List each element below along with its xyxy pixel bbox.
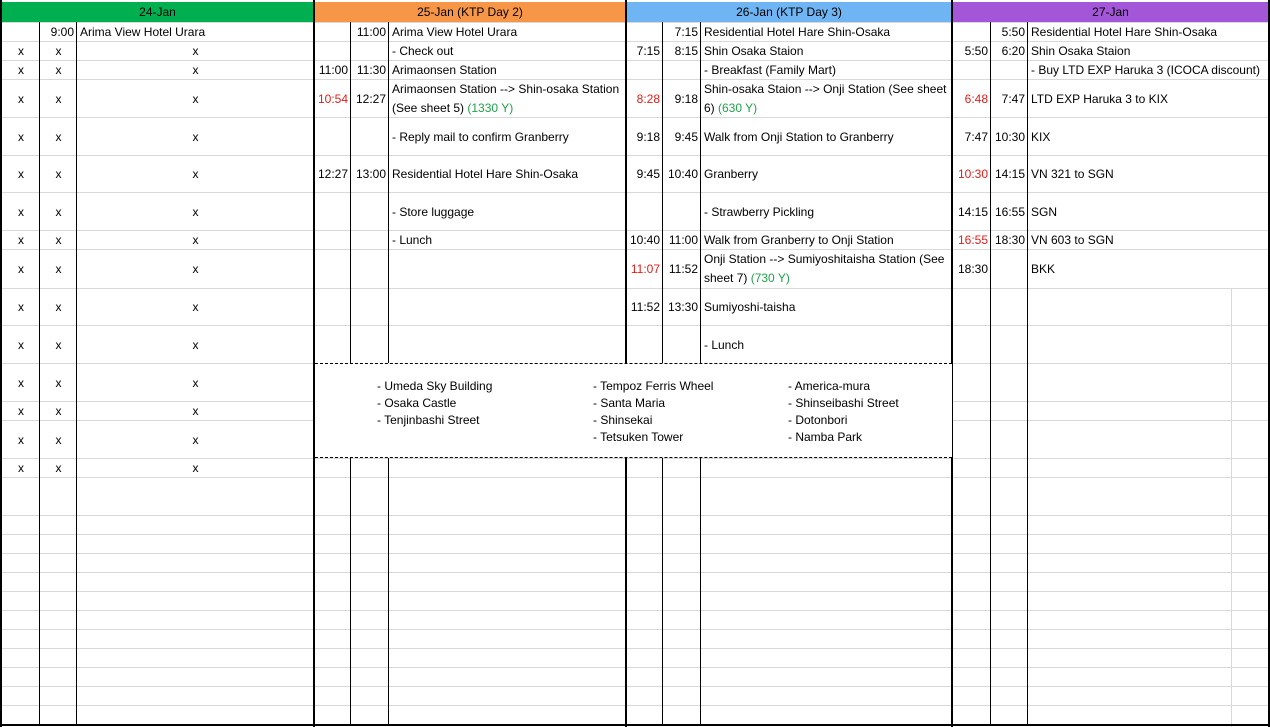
placeholder-mark[interactable]: x [41,156,76,192]
placeholder-mark[interactable]: x [78,250,313,288]
start-time-cell[interactable]: 9:45 [628,156,662,192]
activity-cell[interactable]: - Store luggage [390,193,625,230]
activity-cell[interactable]: Arimaonsen Station [390,61,625,79]
placeholder-mark[interactable]: x [3,118,39,155]
placeholder-mark[interactable]: x [78,80,313,117]
row-gridline [0,610,1270,611]
start-time-cell[interactable]: 10:30 [954,156,990,192]
end-time-cell[interactable]: 9:18 [664,80,700,117]
start-time-cell[interactable]: 6:48 [954,80,990,117]
start-time-cell[interactable] [316,23,350,41]
placeholder-mark[interactable]: x [3,80,39,117]
end-time-cell[interactable] [352,42,388,60]
start-time-cell[interactable]: 11:00 [316,61,350,79]
time-column-border [39,22,40,725]
activity-cell[interactable]: - Lunch [702,326,951,363]
end-time-cell[interactable]: 9:45 [664,118,700,155]
placeholder-mark[interactable]: x [3,61,39,79]
places-column-namba [788,378,899,446]
placeholder-mark[interactable]: x [3,193,39,230]
place-item: - Tenjinbashi Street [377,413,480,427]
activity-cell[interactable]: KIX [1029,118,1268,155]
start-time-cell[interactable] [628,23,662,41]
place-item: - Tetsuken Tower [593,430,684,444]
row-gridline [0,667,1270,668]
placeholder-mark[interactable]: x [3,364,39,401]
activity-cell[interactable]: Granberry [702,156,951,192]
placeholder-mark[interactable]: x [78,42,313,60]
end-time-cell[interactable]: 10:30 [992,118,1027,155]
activity-text: Arimaonsen Station --> Shin-osaka Station (See sheet 5) [392,81,620,115]
activity-cell[interactable]: Sumiyoshi-taisha [702,289,951,325]
activity-cell[interactable] [702,80,951,117]
end-time-cell[interactable] [664,193,700,230]
end-time-cell[interactable]: 11:52 [664,250,700,288]
start-time-cell[interactable]: 5:50 [954,42,990,60]
activity-cell[interactable]: - Buy LTD EXP Haruka 3 (ICOCA discount) [1029,61,1268,79]
end-time-cell[interactable]: 8:15 [664,42,700,60]
activity-cell[interactable]: Residential Hotel Hare Shin-Osaka [1029,23,1268,41]
activity-cell[interactable]: Shin Osaka Staion [1029,42,1268,60]
end-time-cell[interactable]: 11:00 [352,23,388,41]
end-time-cell[interactable]: 5:50 [992,23,1027,41]
row-gridline [0,477,1270,478]
activity-cell[interactable] [702,250,951,288]
placeholder-mark[interactable]: x [3,42,39,60]
activity-cell[interactable]: - Strawberry Pickling [702,193,951,230]
start-time-cell[interactable] [954,23,990,41]
activity-cell[interactable]: Residential Hotel Hare Shin-Osaka [390,156,625,192]
activity-cell[interactable]: Arima View Hotel Urara [390,23,625,41]
end-time-cell[interactable]: 14:15 [992,156,1027,192]
time-column-border [990,22,991,725]
placeholder-mark[interactable]: x [78,421,313,458]
day-border [0,0,2,727]
placeholder-mark[interactable]: x [3,402,39,420]
start-time-cell[interactable] [954,61,990,79]
start-time-cell[interactable]: 10:40 [629,233,660,247]
row-gridline [0,648,1270,649]
place-item: - Osaka Castle [377,396,457,410]
start-time-cell[interactable]: 18:30 [954,250,990,288]
placeholder-mark[interactable]: x [41,250,76,288]
placeholder-mark[interactable]: x [3,326,39,363]
activity-cell[interactable] [390,80,625,117]
start-time-cell[interactable] [316,231,350,249]
start-time-cell[interactable]: 14:15 [954,193,990,230]
placeholder-mark[interactable]: x [41,61,76,79]
end-time-cell[interactable]: 13:00 [352,156,388,192]
row-gridline [0,629,1270,630]
end-time-cell[interactable]: 13:30 [664,289,700,325]
placeholder-mark[interactable]: x [3,250,39,288]
activity-cell[interactable]: Walk from Onji Station to Granberry [702,118,951,155]
activity-text: Shin-osaka Staion --> Onji Station (See sheet 6) [704,81,947,115]
fare-price: (1330 Y) [467,100,514,115]
placeholder-mark[interactable]: x [41,118,76,155]
time-cell[interactable]: 9:00 [41,23,76,41]
time-column-border [1027,22,1028,725]
places-column-north [377,378,492,429]
placeholder-mark[interactable]: x [78,364,313,401]
placeholder-mark[interactable]: x [41,459,76,477]
placeholder-mark[interactable]: x [78,402,313,420]
place-item: - America-mura [788,379,871,393]
start-time-cell[interactable]: 11:07 [628,250,662,288]
placeholder-mark[interactable]: x [41,42,76,60]
placeholder-mark[interactable]: x [41,231,76,249]
activity-cell[interactable]: - Lunch [390,231,625,249]
activity-cell[interactable]: - Check out [390,42,625,60]
placeholder-mark[interactable]: x [78,289,313,325]
placeholder-mark[interactable]: x [78,61,313,79]
osaka-places-note [315,363,952,458]
row-gridline [0,591,1270,592]
start-time-cell[interactable] [316,118,350,155]
start-time-cell[interactable]: 12:27 [316,156,350,192]
activity-cell[interactable]: VN 321 to SGN [1029,156,1268,192]
start-time-cell[interactable] [316,193,350,230]
start-time-cell[interactable]: 11:52 [628,289,662,325]
end-time-cell[interactable] [664,326,700,363]
end-time-cell[interactable]: 18:30 [992,231,1027,249]
placeholder-mark[interactable]: x [41,421,76,458]
row-gridline [0,572,1270,573]
end-time-cell[interactable]: 7:47 [992,80,1027,117]
day-header[interactable]: 26-Jan (KTP Day 3) [627,2,951,22]
place-item: - Shinseibashi Street [788,396,899,410]
placeholder-mark[interactable]: x [78,156,313,192]
fare-price: (630 Y) [718,100,758,115]
placeholder-mark[interactable]: x [78,193,313,230]
placeholder-mark[interactable]: x [78,459,313,477]
day-header[interactable]: 27-Jan [953,2,1268,22]
sheet-bottom-border [0,724,1270,726]
activity-cell[interactable]: LTD EXP Haruka 3 to KIX [1029,80,1268,117]
end-time-cell[interactable] [992,61,1027,79]
placeholder-mark[interactable]: x [3,459,39,477]
day-header[interactable]: 25-Jan (KTP Day 2) [315,2,625,22]
places-column-south [593,378,713,446]
start-time-cell[interactable]: 8:28 [628,80,662,117]
end-time-cell[interactable]: 12:27 [352,80,388,117]
start-time-cell[interactable] [628,326,662,363]
start-time-cell[interactable] [316,42,350,60]
activity-cell[interactable]: Shin Osaka Staion [702,42,951,60]
end-time-cell[interactable]: 11:30 [352,61,388,79]
place-item: - Shinsekai [593,413,653,427]
start-time-cell[interactable]: 7:15 [628,42,662,60]
placeholder-mark[interactable]: x [41,364,76,401]
place-item: - Dotonbori [788,413,848,427]
start-time-cell[interactable] [628,61,662,79]
activity-cell[interactable]: - Breakfast (Family Mart) [702,61,951,79]
place-item: - Tempoz Ferris Wheel [593,379,714,393]
end-time-cell[interactable]: 16:55 [992,193,1027,230]
end-time-cell[interactable]: 10:40 [664,156,700,192]
row-gridline [0,515,1270,516]
place-item: - Namba Park [788,430,863,444]
placeholder-mark[interactable]: x [41,289,76,325]
start-time-cell[interactable] [628,193,662,230]
end-time-cell[interactable]: 11:00 [664,231,700,249]
activity-cell[interactable]: SGN [1029,193,1268,230]
activity-text: Onji Station --> Sumiyoshitaisha Station (See sheet 7) [704,252,945,285]
activity-cell[interactable]: Arima View Hotel Urara [78,23,313,41]
placeholder-mark[interactable]: x [78,231,313,249]
placeholder-mark[interactable]: x [41,193,76,230]
start-time-cell[interactable]: 9:18 [628,118,662,155]
placeholder-mark[interactable]: x [41,326,76,363]
row-gridline [0,686,1270,687]
start-time-cell[interactable]: 7:47 [954,118,990,155]
end-time-cell[interactable] [664,61,700,79]
end-time-cell[interactable]: 6:20 [992,42,1027,60]
activity-cell[interactable]: Walk from Granberry to Onji Station [702,231,951,249]
activity-cell[interactable]: Residential Hotel Hare Shin-Osaka [702,23,951,41]
placeholder-mark[interactable]: x [41,402,76,420]
placeholder-mark[interactable]: x [3,156,39,192]
row-gridline [0,705,1270,706]
row-gridline [0,534,1270,535]
time-column-border [76,22,77,725]
start-time-cell[interactable]: 16:55 [954,231,990,249]
placeholder-mark[interactable]: x [3,421,39,458]
end-time-cell[interactable] [992,250,1027,288]
placeholder-mark[interactable]: x [41,80,76,117]
activity-cell[interactable]: BKK [1029,250,1268,288]
start-time-cell[interactable]: 10:54 [316,80,350,117]
place-item: - Santa Maria [593,396,666,410]
end-time-cell[interactable] [352,118,388,155]
fare-price: (730 Y) [750,271,790,285]
activity-cell[interactable]: VN 603 to SGN [1029,231,1268,249]
placeholder-mark[interactable]: x [3,289,39,325]
end-time-cell[interactable]: 7:15 [664,23,700,41]
end-time-cell[interactable] [352,193,388,230]
end-time-cell[interactable] [352,231,388,249]
activity-cell[interactable]: - Reply mail to confirm Granberry [390,118,625,155]
day-header[interactable]: 24-Jan [2,2,313,22]
placeholder-mark[interactable]: x [3,231,39,249]
placeholder-mark[interactable]: x [78,118,313,155]
placeholder-mark[interactable]: x [78,326,313,363]
row-gridline [0,553,1270,554]
place-item: - Umeda Sky Building [377,379,493,393]
